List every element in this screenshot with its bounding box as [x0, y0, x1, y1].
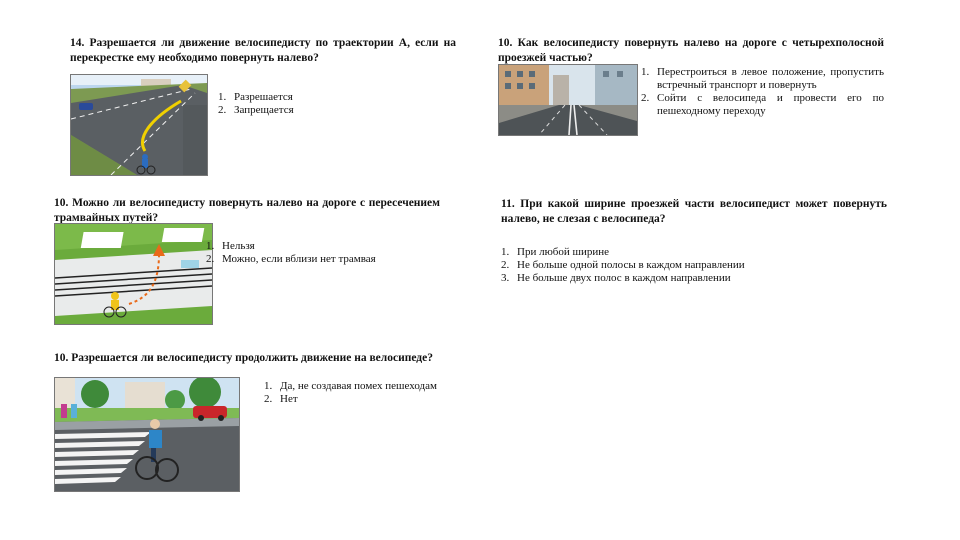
crosswalk-illustration: [54, 377, 240, 492]
answer-list: [218, 91, 338, 117]
four-lane-road-illustration: [498, 64, 638, 136]
answer-list: [206, 240, 406, 266]
answer-option[interactable]: 1. Перестроиться в левое положение, пропустить встречный транспорт и повернуть: [641, 66, 884, 91]
tram-tracks-illustration: [54, 223, 213, 325]
answer-option[interactable]: 2. Сойти с велосипеда и провести его по пешеходному переходу: [641, 92, 884, 117]
question-title: 11. При какой ширине проезжей части велосипедист может повернуть налево, не слезая с велосипеда?: [501, 198, 887, 225]
answer-option[interactable]: 1. Да, не создавая помех пешеходам: [264, 380, 437, 392]
question-card: [498, 36, 884, 66]
answer-list: [264, 380, 464, 406]
question-title: 10. Разрешается ли велосипедисту продолжить движение на велосипеде?: [54, 352, 433, 364]
answer-list: [641, 66, 884, 118]
answer-option[interactable]: 2. Не больше одной полосы в каждом направлении: [501, 259, 745, 271]
answer-option[interactable]: 2. Можно, если вблизи нет трамвая: [206, 253, 376, 265]
question-card: [501, 197, 887, 227]
answer-option[interactable]: 1. Нельзя: [206, 240, 255, 252]
question-card: [54, 196, 440, 226]
question-card: [54, 351, 474, 366]
answer-list: [501, 246, 801, 285]
answer-option[interactable]: 2. Запрещается: [218, 104, 294, 116]
question-title: 14. Разрешается ли движение велосипедисту по траектории А, если на перекрестке ему необходимо повернуть налево?: [70, 37, 456, 64]
answer-option[interactable]: 1. Разрешается: [218, 91, 293, 103]
answer-option[interactable]: 2. Нет: [264, 393, 298, 405]
answer-option[interactable]: 3. Не больше двух полос в каждом направлении: [501, 272, 731, 284]
question-title: 10. Как велосипедисту повернуть налево на дороге с четырехполосной проезжей частью?: [498, 37, 884, 64]
intersection-illustration: [70, 74, 208, 176]
question-card: [70, 36, 456, 66]
answer-option[interactable]: 1. При любой ширине: [501, 246, 610, 258]
question-title: 10. Можно ли велосипедисту повернуть налево на дороге с пересечением трамвайных путей?: [54, 197, 440, 224]
